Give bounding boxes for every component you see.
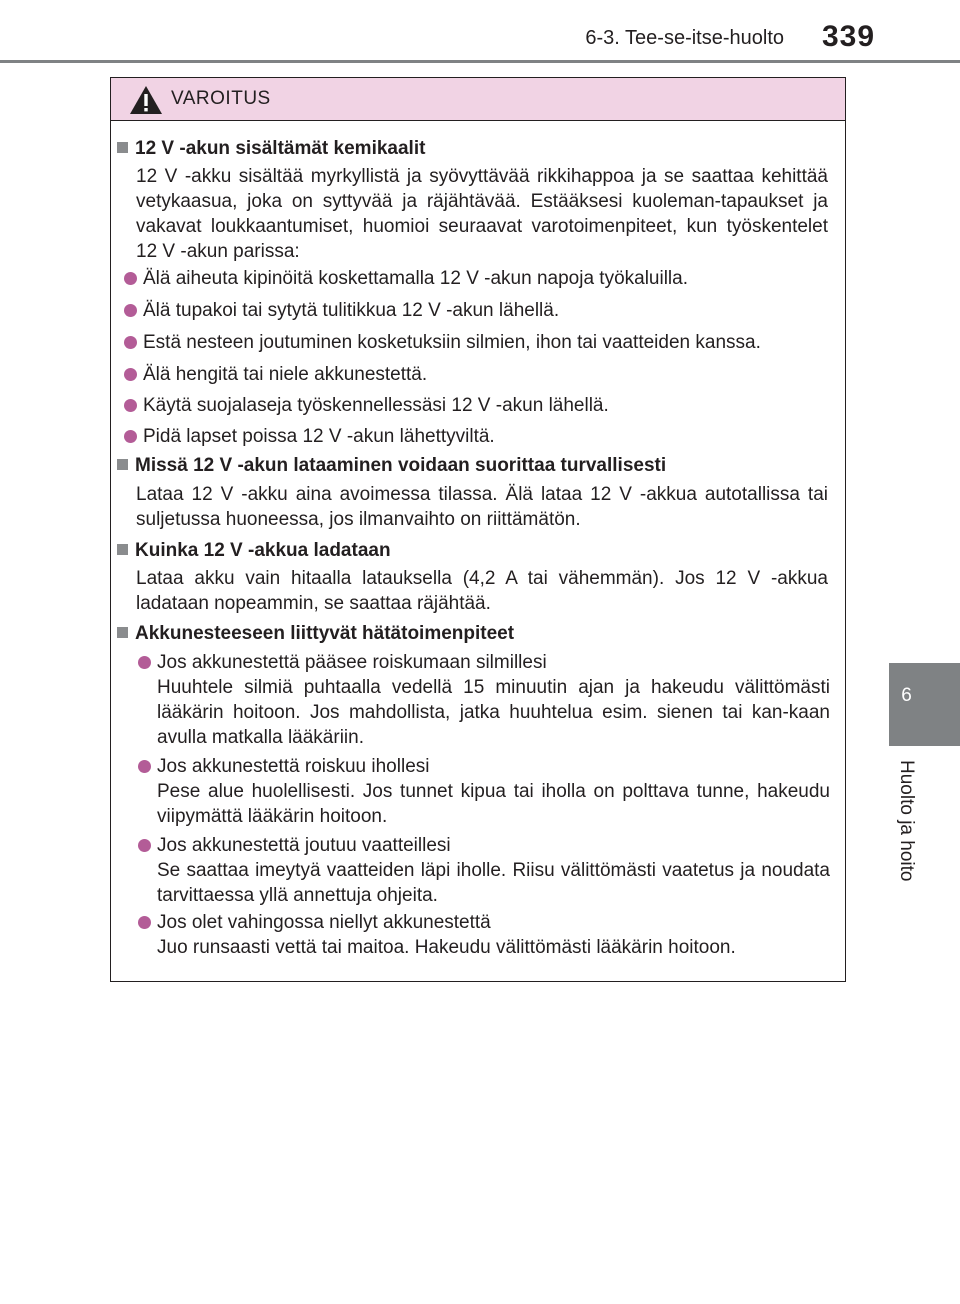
round-bullet-icon	[138, 839, 151, 852]
page-number: 339	[822, 20, 876, 53]
list-item-heading: Jos olet vahingossa niellyt akkunestettä	[157, 912, 491, 933]
list-item-text: Älä hengitä tai niele akkunestettä.	[143, 364, 428, 385]
list-item	[138, 833, 830, 908]
section-paragraph: Lataa akku vain hitaalla latauksella (4,2 A tai vähemmän). Jos 12 V -akkua ladataan nopeammin, se saattaa räjähtää.	[136, 568, 828, 614]
list-item-text: Älä tupakoi tai sytytä tulitikkua 12 V -akun lähellä.	[143, 300, 560, 321]
square-bullet-icon	[117, 627, 128, 638]
round-bullet-icon	[124, 304, 137, 317]
round-bullet-icon	[124, 399, 137, 412]
list-item	[124, 298, 830, 323]
chapter-tab	[889, 663, 960, 746]
list-item-text: Käytä suojalaseja työskennellessäsi 12 V -akun lähellä.	[143, 395, 609, 416]
section-heading-text: Kuinka 12 V -akkua ladataan	[135, 540, 391, 561]
header-divider	[0, 60, 960, 63]
warning-title: VAROITUS	[171, 88, 271, 109]
list-item-text: Huuhtele silmiä puhtaalla vedellä 15 minuutin ajan ja hakeudu välittömästi lääkärin hoitoon. Jos mahdollista, jatka huuhtelua esim. sienen tai kan-kaan avulla matkalla lääkäriin.	[157, 677, 830, 748]
warning-triangle-icon	[129, 85, 163, 115]
list-item-heading: Jos akkunestettä roiskuu ihollesi	[157, 756, 430, 777]
round-bullet-icon	[124, 430, 137, 443]
section-heading-text: 12 V -akun sisältämät kemikaalit	[135, 138, 426, 159]
list-item-text: Pese alue huolellisesti. Jos tunnet kipua tai iholla on polttava tunne, hakeudu viipymättä lääkärin hoitoon.	[157, 781, 830, 827]
section-paragraph: 12 V -akku sisältää myrkyllistä ja syövyttävää rikkihappoa ja se saattaa kehittää vetykaasua, joka on syttyvää ja räjähtävää. Estääksesi kuoleman-tapaukset ja vakavat loukkaantumiset, huomioi seuraavat varotoimenpiteet, kun työskentelet 12 V -akun parissa:	[136, 166, 828, 262]
list-item-text: Se saattaa imeytyä vaatteiden läpi iholle. Riisu välittömästi vaatetus ja noudata tarvittaessa yllä annettuja ohjeita.	[157, 860, 830, 906]
list-item	[138, 910, 830, 960]
list-item-text: Juo runsaasti vettä tai maitoa. Hakeudu välittömästi lääkärin hoitoon.	[157, 937, 736, 958]
list-item	[124, 362, 830, 387]
chapter-label	[895, 760, 919, 890]
section-heading-text: Missä 12 V -akun lataaminen voidaan suorittaa turvallisesti	[135, 455, 667, 476]
warning-box	[110, 77, 846, 982]
round-bullet-icon	[124, 336, 137, 349]
section-heading	[117, 453, 666, 478]
list-item-text: Älä aiheuta kipinöitä koskettamalla 12 V -akun napoja työkaluilla.	[143, 268, 688, 289]
list-item-text: Estä nesteen joutuminen kosketuksiin silmien, ihon tai vaatteiden kanssa.	[143, 332, 761, 353]
list-item-text: Pidä lapset poissa 12 V -akun lähettyviltä.	[143, 426, 495, 447]
round-bullet-icon	[138, 656, 151, 669]
list-item	[124, 424, 830, 449]
list-item	[124, 266, 830, 291]
section-heading	[117, 136, 425, 161]
square-bullet-icon	[117, 142, 128, 153]
warning-header	[111, 78, 845, 121]
list-item-heading: Jos akkunestettä pääsee roiskumaan silmillesi	[157, 652, 547, 673]
round-bullet-icon	[138, 760, 151, 773]
section-title: 6-3. Tee-se-itse-huolto	[585, 27, 784, 49]
chapter-label-text: Huolto ja hoito	[896, 760, 917, 882]
round-bullet-icon	[138, 916, 151, 929]
round-bullet-icon	[124, 368, 137, 381]
section-heading	[117, 538, 391, 563]
section-heading	[117, 621, 514, 646]
square-bullet-icon	[117, 544, 128, 555]
list-item	[138, 754, 830, 829]
square-bullet-icon	[117, 459, 128, 470]
list-item	[124, 393, 830, 418]
list-item	[138, 650, 830, 750]
chapter-number: 6	[901, 685, 912, 706]
list-item-heading: Jos akkunestettä joutuu vaatteillesi	[157, 835, 451, 856]
section-paragraph: Lataa 12 V -akku aina avoimessa tilassa. Älä lataa 12 V -akkua autotallissa tai suljetussa huoneessa, jos ilmanvaihto on riittämätön.	[136, 484, 828, 530]
list-item	[124, 330, 830, 355]
section-heading-text: Akkunesteeseen liittyvät hätätoimenpiteet	[135, 623, 515, 644]
round-bullet-icon	[124, 272, 137, 285]
